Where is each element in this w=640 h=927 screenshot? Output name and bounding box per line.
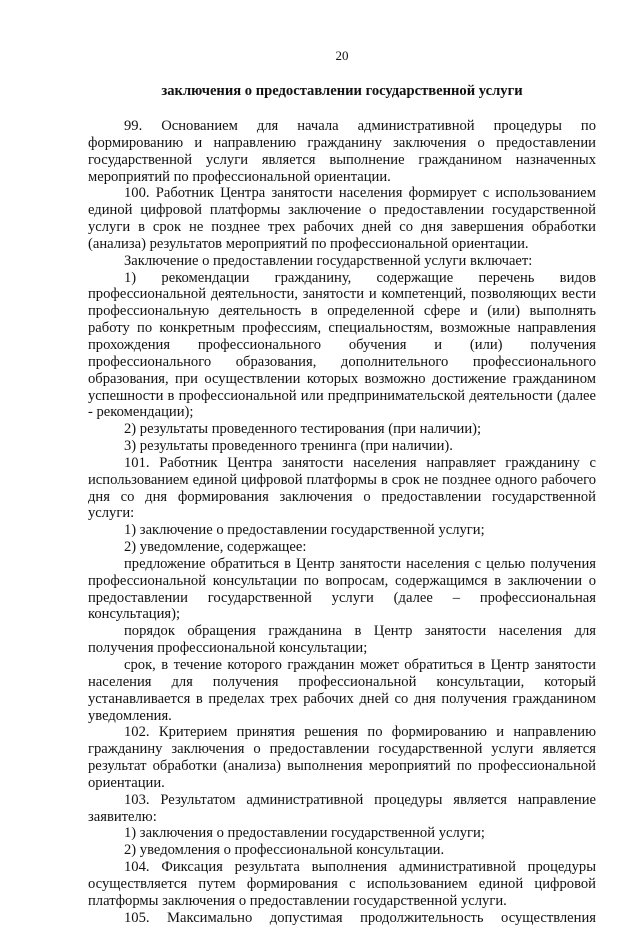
list-item-result-notification: 2) уведомления о профессиональной консультации. <box>124 842 445 859</box>
paragraph-105: 105. Максимально допустимая продолжительность осуществления <box>124 909 596 926</box>
list-item-notification: 2) уведомление, содержащее: <box>124 539 307 556</box>
document-body <box>88 118 596 927</box>
list-item-result-conclusion: 1) заключения о предоставлении государственной услуги; <box>124 825 485 842</box>
list-item-recommendations: 1) рекомендации гражданину, содержащие перечень видов профессиональной деятельности, занятости и компетенций, позволяющих вести профессиональную деятельность в определенной сфере и (или) выполнять работу по конкретным профессиям, специальностям, возможные направления прохождения профессионального обучения и (или) получения профессионального образования, дополнительного профессионального образования, при осуществлении которых возможно достижение гражданином успешности в профессиональной или предпринимательской деятельности (далее - рекомендации); <box>88 269 596 421</box>
list-item-testing: 2) результаты проведенного тестирования (при наличии); <box>124 421 482 438</box>
list-item-training: 3) результаты проведенного тренинга (при наличии). <box>124 438 453 455</box>
notification-deadline: срок, в течение которого гражданин может обратиться в Центр занятости населения для получения профессиональной консультации, который устанавливается в пределах трех рабочих дней со дня получения гражданином уведомления. <box>88 657 596 724</box>
paragraph-101: 101. Работник Центра занятости населения направляет гражданину с использованием единой цифровой платформы в срок не позднее одного рабочего дня со дня формирования заключения о предоставлении государственной услуги: <box>88 454 596 522</box>
paragraph-conclusion-intro: Заключение о предоставлении государственной услуги включает: <box>124 252 533 269</box>
notification-procedure: порядок обращения гражданина в Центр занятости населения для получения профессиональной консультации; <box>88 623 596 657</box>
paragraph-103: 103. Результатом административной процедуры является направление заявителю: <box>88 791 596 825</box>
paragraph-100: 100. Работник Центра занятости населения формирует с использованием единой цифровой платформы заключение о предоставлении государственной услуги в срок не позднее трех рабочих дней со дня завершения обработки (анализа) результатов мероприятий по профессиональной ориентации. <box>88 185 596 252</box>
notification-offer: предложение обратиться в Центр занятости населения с целью получения профессиональной консультации по вопросам, содержащимся в заключении о предоставлении государственной услуги (далее – профессиональная консультация); <box>88 555 596 623</box>
paragraph-99: 99. Основанием для начала административной процедуры по формированию и направлению гражданину заключения о предоставлении государственной услуги является выполнение гражданином назначенных мероприятий по профессиональной ориентации. <box>88 118 596 185</box>
paragraph-102: 102. Критерием принятия решения по формированию и направлению гражданину заключения о предоставлении государственной услуги является результат обработки (анализа) выполнения мероприятий по профессиональной ориентации. <box>88 724 596 791</box>
list-item-conclusion: 1) заключение о предоставлении государственной услуги; <box>124 522 485 539</box>
section-heading: заключения о предоставлении государственной услуги <box>161 83 523 99</box>
page-number: 20 <box>335 48 349 63</box>
paragraph-104: 104. Фиксация результата выполнения административной процедуры осуществляется путем формирования с использованием единой цифровой платформы заключения о предоставлении государственной услуги. <box>88 859 596 909</box>
